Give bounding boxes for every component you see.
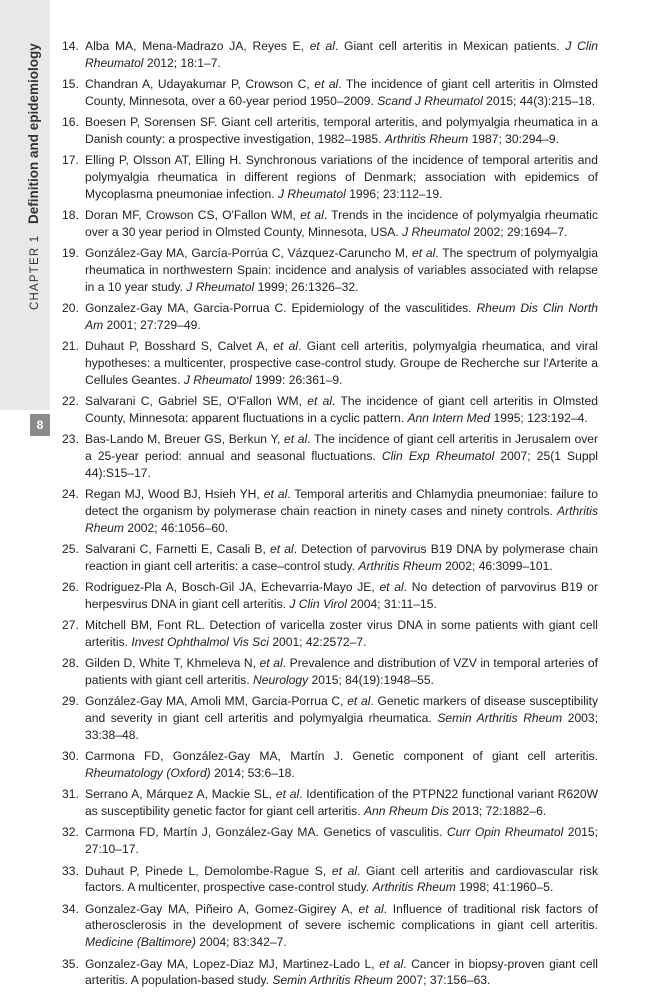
reference-number: 17. xyxy=(62,153,79,168)
reference-number: 22. xyxy=(62,394,79,409)
reference-number: 19. xyxy=(62,246,79,261)
chapter-title: Definition and epidemiology xyxy=(26,43,41,225)
reference-etal: et al xyxy=(307,394,333,409)
reference-authors: Duhaut P, Pinede L, Demolombe-Rague S, xyxy=(85,863,332,878)
reference-etal: et al xyxy=(309,39,335,53)
reference-authors: Mitchell BM, Font RL. xyxy=(85,618,210,633)
reference-text xyxy=(85,541,598,575)
reference-details: 2003; 33:38–48. xyxy=(85,711,598,742)
reference-text xyxy=(85,152,598,202)
reference-authors: Rodriguez-Pla A, Bosch-Gil JA, Echevarria-Mayo JE, xyxy=(85,580,380,595)
reference-journal: Ann Intern Med xyxy=(407,410,491,425)
reference-number: 26. xyxy=(62,580,79,595)
reference-etal: et al xyxy=(270,542,294,557)
reference-item xyxy=(62,901,598,951)
reference-number: 18. xyxy=(62,208,79,223)
reference-authors: Gilden D, White T, Khmeleva N, xyxy=(85,656,260,671)
reference-authors: Serrano A, Márquez A, Mackie SL, xyxy=(85,787,276,802)
reference-journal: J Rheumatol xyxy=(402,224,470,239)
reference-text xyxy=(85,486,598,536)
reference-item xyxy=(62,245,598,295)
reference-details: 2012; 18:1–7. xyxy=(143,55,221,70)
reference-title: . No detection of parvovirus B19 or herpesvirus DNA in giant cell arteritis. xyxy=(85,580,598,611)
reference-title: . Temporal arteritis and Chlamydia pneumoniae: failure to detect the organism by polymerase chain reaction in ninety cases and ninety controls. xyxy=(85,487,599,518)
reference-title: . Cancer in biopsy-proven giant cell arteritis. A population-based study. xyxy=(85,956,598,988)
reference-item xyxy=(62,38,598,72)
reference-item xyxy=(62,393,598,427)
reference-authors: Gonzalez-Gay MA, Piñeiro A, Gomez-Gigirey A, xyxy=(85,901,359,916)
reference-etal: et al xyxy=(412,246,436,261)
reference-journal: J Rheumatol xyxy=(186,279,255,294)
reference-number: 16. xyxy=(62,115,79,130)
reference-number: 25. xyxy=(62,542,79,557)
reference-text xyxy=(85,76,598,110)
reference-number: 28. xyxy=(62,656,79,671)
reference-title: Epidemiology of the vasculitides. xyxy=(291,301,477,316)
reference-journal: Curr Opin Rheumatol xyxy=(446,825,564,840)
reference-journal: Medicine (Baltimore) xyxy=(85,935,196,950)
reference-number: 27. xyxy=(62,618,79,633)
reference-title: . Giant cell arteritis in Mexican patients. xyxy=(334,39,566,53)
reference-number: 21. xyxy=(62,339,79,354)
reference-number: 34. xyxy=(62,901,79,916)
reference-details: 1987; 30:294–9. xyxy=(468,131,559,146)
reference-details: 2004; 83:342–7. xyxy=(195,935,287,950)
reference-authors: Salvarani C, Farnetti E, Casali B, xyxy=(85,542,271,557)
reference-title: Genetic component of giant cell arteritis. xyxy=(352,749,598,764)
reference-title: . The incidence of giant cell arteritis in Jerusalem over a 25-year period: annual and seasonal fluctuations. xyxy=(85,432,598,464)
reference-item xyxy=(62,617,598,651)
reference-journal: Arthritis Rheum xyxy=(384,131,469,146)
reference-journal: Neurology xyxy=(253,673,309,688)
reference-title: Synchronous variations of the incidence of temporal arteritis and polymyalgia rheumatica in different regions of Denmark; association with epidemics of Mycoplasma pneumoniae infection. xyxy=(85,153,598,201)
reference-etal: et al xyxy=(273,339,299,354)
reference-item xyxy=(62,300,598,334)
reference-text xyxy=(85,245,598,295)
reference-journal: Semin Arthritis Rheum xyxy=(272,973,393,988)
reference-journal: Arthritis Rheum xyxy=(372,880,456,895)
reference-number: 15. xyxy=(62,77,79,92)
reference-details: 2007; 37:156–63. xyxy=(392,973,491,988)
reference-text xyxy=(85,207,598,241)
reference-authors: Chandran A, Udayakumar P, Crowson C, xyxy=(85,77,315,92)
reference-etal: et al xyxy=(347,694,371,709)
reference-details: 2007; 25(1 Suppl 44):S15–17. xyxy=(85,449,598,480)
reference-number: 31. xyxy=(62,787,79,802)
reference-title: . Giant cell arteritis, polymyalgia rheumatica, and viral hypotheses: a multicenter, prospective case-control study. Groupe de Recherche sur l'Arterite a Cellules Geantes. xyxy=(85,339,598,387)
reference-authors: Gonzalez-Gay MA, Lopez-Diaz MJ, Martinez-Lado L, xyxy=(85,956,380,971)
reference-item xyxy=(62,824,598,858)
reference-details: 2002; 46:3099–101. xyxy=(441,558,553,573)
reference-title: Detection of varicella zoster virus DNA in some patients with giant cell arteritis. xyxy=(85,618,598,649)
reference-etal: et al xyxy=(331,863,358,878)
reference-item xyxy=(62,338,598,388)
chapter-side-label xyxy=(26,43,41,310)
reference-title: . Trends in the incidence of polymyalgia rheumatic over a 30 year period in Olmsted County, Minnesota, USA. xyxy=(85,208,599,239)
reference-item xyxy=(62,207,598,241)
reference-number: 33. xyxy=(62,863,79,878)
reference-authors: Alba MA, Mena-Madrazo JA, Reyes E, xyxy=(85,39,310,53)
reference-authors: Bas-Lando M, Breuer GS, Berkun Y, xyxy=(85,432,284,447)
reference-authors: Elling P, Olsson AT, Elling H. xyxy=(85,153,246,168)
reference-text xyxy=(85,617,598,651)
reference-title: . Giant cell arteritis and cardiovascular risk factors. A multicenter, prospective case-control study. xyxy=(85,863,599,895)
reference-text xyxy=(85,655,598,689)
reference-item xyxy=(62,748,598,782)
reference-text xyxy=(85,748,598,782)
reference-authors: Gonzalez-Gay MA, Garcia-Porrua C. xyxy=(85,301,292,316)
reference-item xyxy=(62,693,598,743)
reference-details: 2015; 84(19):1948–55. xyxy=(308,673,434,688)
reference-title: . The incidence of giant cell arteritis in Olmsted County, Minnesota, over a 60-year period 1950–2009. xyxy=(85,77,598,108)
reference-text xyxy=(85,579,598,613)
reference-number: 14. xyxy=(62,39,79,53)
reference-list xyxy=(62,38,598,994)
reference-journal: Scand J Rheumatol xyxy=(377,93,483,108)
reference-item xyxy=(62,486,598,536)
reference-item xyxy=(62,431,598,481)
reference-text xyxy=(85,38,598,72)
reference-item xyxy=(62,786,598,820)
reference-authors: Duhaut P, Bosshard S, Calvet A, xyxy=(85,339,274,354)
reference-details: 2015; 27:10–17. xyxy=(85,825,598,857)
reference-authors: Boesen P, Sorensen SF. xyxy=(85,115,222,130)
reference-details: 1998; 41:1960–5. xyxy=(455,880,554,895)
reference-item xyxy=(62,956,598,990)
reference-text xyxy=(85,863,598,897)
reference-number: 23. xyxy=(62,432,79,447)
reference-journal: J Clin Virol xyxy=(289,596,347,611)
reference-authors: Doran MF, Crowson CS, O'Fallon WM, xyxy=(85,208,301,223)
reference-title: . Identification of the PTPN22 functional variant R620W as susceptibility genetic factor for giant cell arteritis. xyxy=(85,787,598,819)
reference-number: 29. xyxy=(62,694,79,709)
reference-etal: et al xyxy=(275,787,300,802)
reference-title: . The spectrum of polymyalgia rheumatica in northwestern Spain: incidence and analysis of variables associated with relapse in a 10 year study. xyxy=(85,246,598,294)
reference-number: 35. xyxy=(62,956,79,971)
reference-details: 2001; 27:729–49. xyxy=(103,317,201,332)
reference-authors: González-Gay MA, García-Porrúa C, Vázquez-Caruncho M, xyxy=(85,246,413,261)
reference-details: 2013; 72:1882–6. xyxy=(448,804,547,819)
reference-journal: Rheum Dis Clin North Am xyxy=(85,301,598,332)
reference-text xyxy=(85,901,598,951)
reference-text xyxy=(85,393,598,427)
reference-journal: Arthritis Rheum xyxy=(358,558,442,573)
reference-item xyxy=(62,76,598,110)
reference-item xyxy=(62,541,598,575)
reference-details: 1995; 123:192–4. xyxy=(490,410,588,425)
reference-text xyxy=(85,114,598,148)
reference-etal: et al xyxy=(263,487,288,502)
reference-text xyxy=(85,300,598,334)
reference-item xyxy=(62,863,598,897)
reference-etal: et al xyxy=(300,208,324,223)
reference-item xyxy=(62,114,598,148)
reference-title: . Detection of parvovirus B19 DNA by polymerase chain reaction in giant cell arteritis: a case–control study. xyxy=(85,542,598,573)
reference-text xyxy=(85,693,598,743)
chapter-side-band xyxy=(0,0,50,410)
reference-details: 1999; 26:1326–32. xyxy=(254,279,359,294)
reference-title: Genetics of vasculitis. xyxy=(323,825,447,840)
reference-journal: Clin Exp Rheumatol xyxy=(381,449,495,464)
reference-authors: Salvarani C, Gabriel SE, O'Fallon WM, xyxy=(85,394,308,409)
reference-title: . Influence of traditional risk factors of atherosclerosis in the development of severe ischemic complications in giant cell arteritis. xyxy=(85,901,599,933)
reference-authors: González-Gay MA, Amoli MM, Garcia-Porrua C, xyxy=(85,694,348,709)
reference-etal: et al xyxy=(379,580,404,595)
reference-etal: et al xyxy=(379,956,404,971)
reference-details: 2004; 31:11–15. xyxy=(346,596,437,611)
reference-authors: Carmona FD, González-Gay MA, Martín J. xyxy=(85,749,353,764)
reference-text xyxy=(85,338,598,388)
chapter-number: CHAPTER 1 xyxy=(29,234,41,310)
reference-text xyxy=(85,786,598,820)
reference-item xyxy=(62,655,598,689)
reference-text xyxy=(85,956,598,990)
reference-etal: et al xyxy=(283,432,308,447)
reference-text xyxy=(85,824,598,858)
reference-journal: Semin Arthritis Rheum xyxy=(437,711,563,726)
reference-authors: Regan MJ, Wood BJ, Hsieh YH, xyxy=(85,487,264,502)
reference-journal: Ann Rheum Dis xyxy=(363,804,449,819)
reference-text xyxy=(85,431,598,481)
page-number: 8 xyxy=(30,414,50,436)
reference-number: 20. xyxy=(62,301,79,316)
reference-details: 2001; 42:2572–7. xyxy=(268,635,367,649)
reference-number: 30. xyxy=(62,749,79,764)
reference-journal: J Clin Rheumatol xyxy=(85,39,598,70)
reference-title: . The incidence of giant cell arteritis in Olmsted County, Minnesota: apparent fluctuations in a cyclic pattern. xyxy=(85,394,598,425)
reference-journal: Invest Ophthalmol Vis Sci xyxy=(131,635,269,649)
reference-etal: et al xyxy=(358,901,384,916)
reference-number: 32. xyxy=(62,825,79,840)
reference-details: 2015; 44(3):215–18. xyxy=(482,93,596,108)
reference-details: 2002; 29:1694–7. xyxy=(469,224,568,239)
reference-details: 2002; 46:1056–60. xyxy=(124,520,229,535)
reference-details: 2014; 53:6–18. xyxy=(210,766,295,781)
reference-details: 1996; 23:112–19. xyxy=(345,186,443,201)
reference-journal: Arthritis Rheum xyxy=(85,503,598,535)
reference-etal: et al xyxy=(259,656,283,671)
reference-number: 24. xyxy=(62,487,79,502)
reference-title: . Genetic markers of disease susceptibility and severity in giant cell arteritis and polymyalgia rheumatica. xyxy=(85,694,599,726)
reference-details: 1999: 26:361–9. xyxy=(251,372,343,387)
reference-item xyxy=(62,152,598,202)
reference-title: . Prevalence and distribution of VZV in temporal arteries of patients with giant cell arteritis. xyxy=(85,656,598,688)
reference-authors: Carmona FD, Martín J, González-Gay MA. xyxy=(85,825,324,840)
reference-etal: et al xyxy=(314,77,339,92)
reference-journal: J Rheumatol xyxy=(277,186,346,201)
reference-journal: J Rheumatol xyxy=(183,372,252,387)
reference-journal: Rheumatology (Oxford) xyxy=(85,766,211,781)
reference-item xyxy=(62,579,598,613)
reference-title: Giant cell arteritis, temporal arteritis, and polymyalgia rheumatica in a Danish county: a prospective investigation, 1982–1985. xyxy=(85,115,598,146)
